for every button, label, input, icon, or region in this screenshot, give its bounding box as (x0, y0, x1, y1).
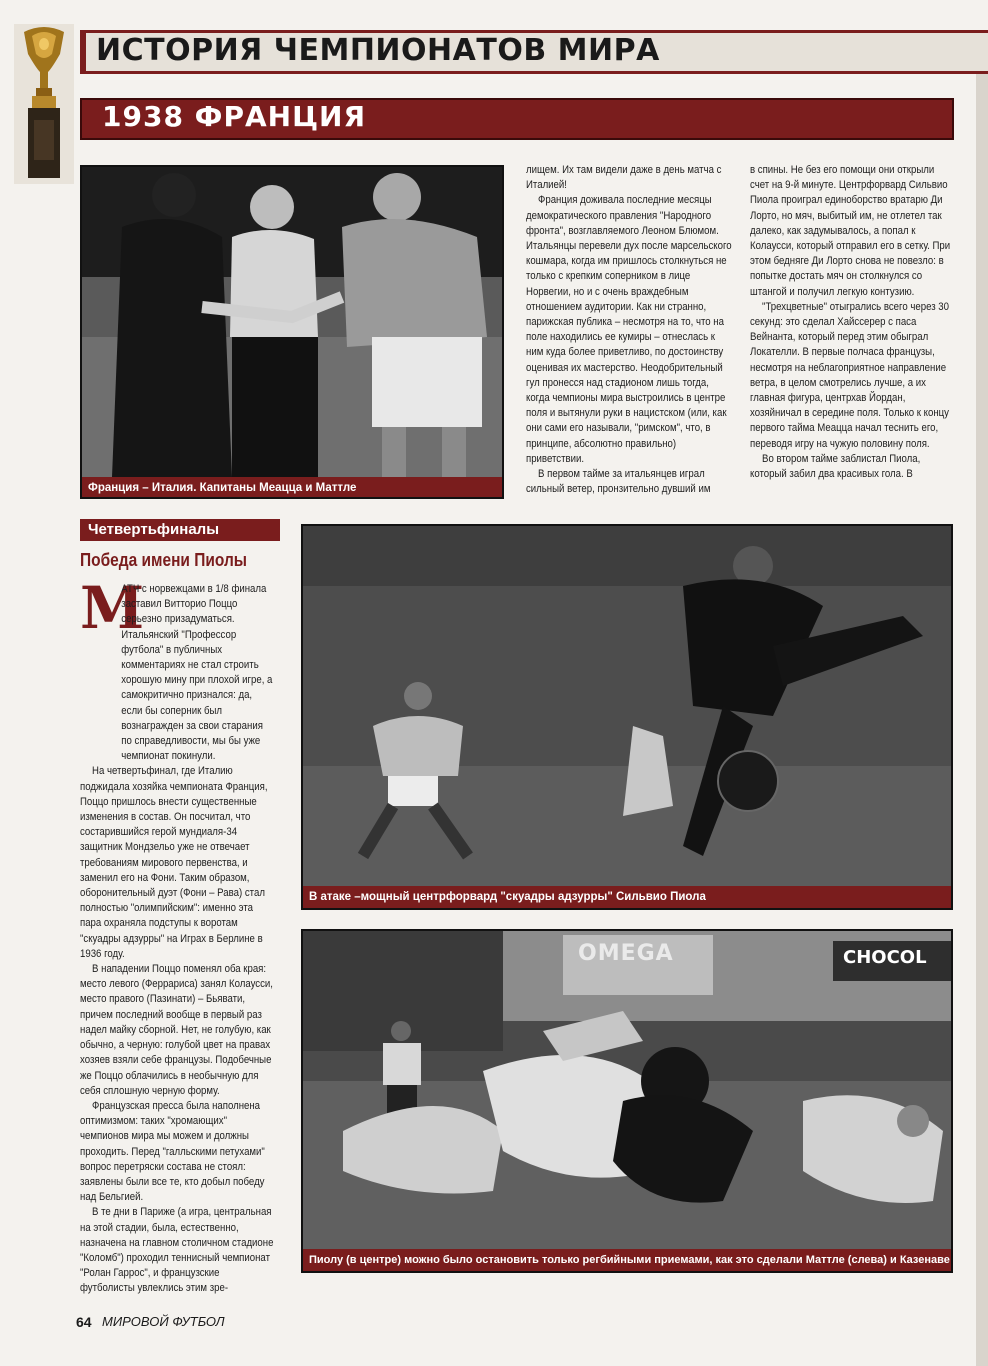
paragraph: Французская пресса была наполнена оптимизмом: таких "хромающих" чемпионов мира мы можем и должны проходить. Перед "галльскими петухами" вопрос перетряски состава не стоял: заявлены были все те, кто добыл победу над Бельгией. (80, 1099, 265, 1204)
year-title: 1938 ФРАНЦИЯ (102, 100, 367, 133)
paragraph: На четвертьфинал, где Италию поджидала хозяйка чемпионата Франция, Поццо пришлось внести существенные изменения в состав. Он посчитал, что состарившийся герой мундиаля-34 защитник Мондзельо уже не отвечает требованиям мирового первенства, и заменил его на Фони. Таким образом, оборонительный дуэт (Фони – Рава) стал полностью "олимпийским": именно эта пара охраняла подступы к воротам "скуадры адзурры" на Играх в Берлине в 1936 году. (80, 765, 268, 960)
tackle-photo-image (303, 931, 951, 1249)
text-column-right (750, 163, 954, 482)
paragraph: в спины. Не без его помощи они открыли счет на 9-й минуте. Центрфорвард Сильвио Пиола проиграл единоборство вратарю Ди Лорто, но мяч, выбитый им, не отлетел так далеко, как задумывалось, а попал к Колаусси, который отправил его в сетку. При этом бедняге Ди Лорто снова не повезло: в попытке достать мяч он столкнулся со штангой и получил легкую контузию. (750, 164, 951, 298)
paragraph: Франция доживала последние месяцы демократического правления "Народного фронта", возглавляемого Леоном Блюмом. Итальянцы перевели дух после марсельского кошмара, когда им пришлось столкнуться не только с крепким соперником в лице Норвегии, но и с очень враждебным отношением аудитории. Как ни странно, парижская публика – несмотря на то, что на поле находились ее кумиры – отнеслась к ним куда более приветливо, по достоинству оценивая их мастерство. Неодобрительный гул пронесся над стадионом лишь тогда, когда чемпионы мира выстроились в центре поля и вытянули руки в нацистском (или, как они сами его называли, "римском", что, в принципе, абсолютно правильно) приветствии. (526, 194, 732, 465)
section-label: Четвертьфиналы (80, 519, 280, 541)
article-subheading: Победа имени Пиолы (80, 550, 248, 570)
piola-tackled-photo (301, 929, 953, 1273)
captains-handshake-photo (80, 165, 504, 499)
paragraph: Во втором тайме заблистал Пиола, который забил два красивых гола. В (750, 452, 921, 481)
paragraph: В те дни в Париже (а игра, центральная на этой стадии, была, естественно, назначена на главном столичном стадионе "Коломб") проходил теннисный чемпионат "Ролан Гаррос", и французские футболисты увлеклись этим зре- (80, 1206, 274, 1295)
paragraph: АТЧ с норвежцами в 1/8 финала заставил Витторио Поццо серьезно призадуматься. Итальянский "Профессор футбола" в публичных комментариях не стал строить хорошую мину при плохой игре, а самокритично признался: да, если бы соперник был вознагражден за свои старания по справедливости, мы бы уже чемпионат покинули. (121, 583, 273, 763)
stadium-sign-choco: CHOCOL (843, 947, 927, 968)
paragraph: "Трехцветные" отыгрались всего через 30 секунд: это сделал Хайссерер с паса Вейнанта, который перед этим обыграл Локателли. В первые полчаса французы, несмотря на неблагоприятное направление ветра, в целом смотрелись лучше, а их главная фигура, центрхав Йордан, хозяйничал в середине поля. Только к концу первого тайма Меацца начал теснить его, переводя игру на чужую половину поля. (750, 300, 949, 450)
photo-caption: Пиолу (в центре) можно было остановить только регбийными приемами, как это сделали Маттле (слева) и Казенаве (303, 1249, 951, 1271)
world-cup-trophy-icon (14, 24, 74, 184)
page-edge (976, 74, 988, 1366)
text-column-left (80, 574, 276, 1297)
page-number: 64 (76, 1314, 92, 1330)
paragraph: лищем. Их там видели даже в день матча с Италией! (526, 164, 722, 192)
piola-attack-photo (301, 524, 953, 910)
text-column-middle (526, 163, 734, 497)
photo-caption: В атаке –мощный центрфорвард "скуадры адзурры" Сильвио Пиола (303, 886, 951, 908)
photo-caption: Франция – Италия. Капитаны Меацца и Маттле (82, 477, 502, 499)
drop-cap: М (80, 574, 145, 642)
stadium-sign-omega: OMEGA (578, 941, 674, 966)
magazine-name: МИРОВОЙ ФУТБОЛ (102, 1314, 225, 1329)
paragraph: В нападении Поццо поменял оба края: место левого (Феррариса) занял Колаусси, место правого (Пазинати) – Бьявати, причем последний вообще в первый раз надел майку сборной. Нет, не голубую, как обычно, а черную: голубой цвет на правах хозяев взяли себе французы. Подобечные же Поццо облачились в необычную для себя сплошную черную форму. (80, 963, 273, 1097)
series-title: ИСТОРИЯ ЧЕМПИОНАТОВ МИРА (96, 33, 660, 68)
paragraph: В первом тайме за итальянцев играл сильный ветер, пронзительно дувший им (526, 468, 711, 496)
handshake-photo-image (82, 167, 502, 477)
attack-photo-image (303, 526, 951, 886)
